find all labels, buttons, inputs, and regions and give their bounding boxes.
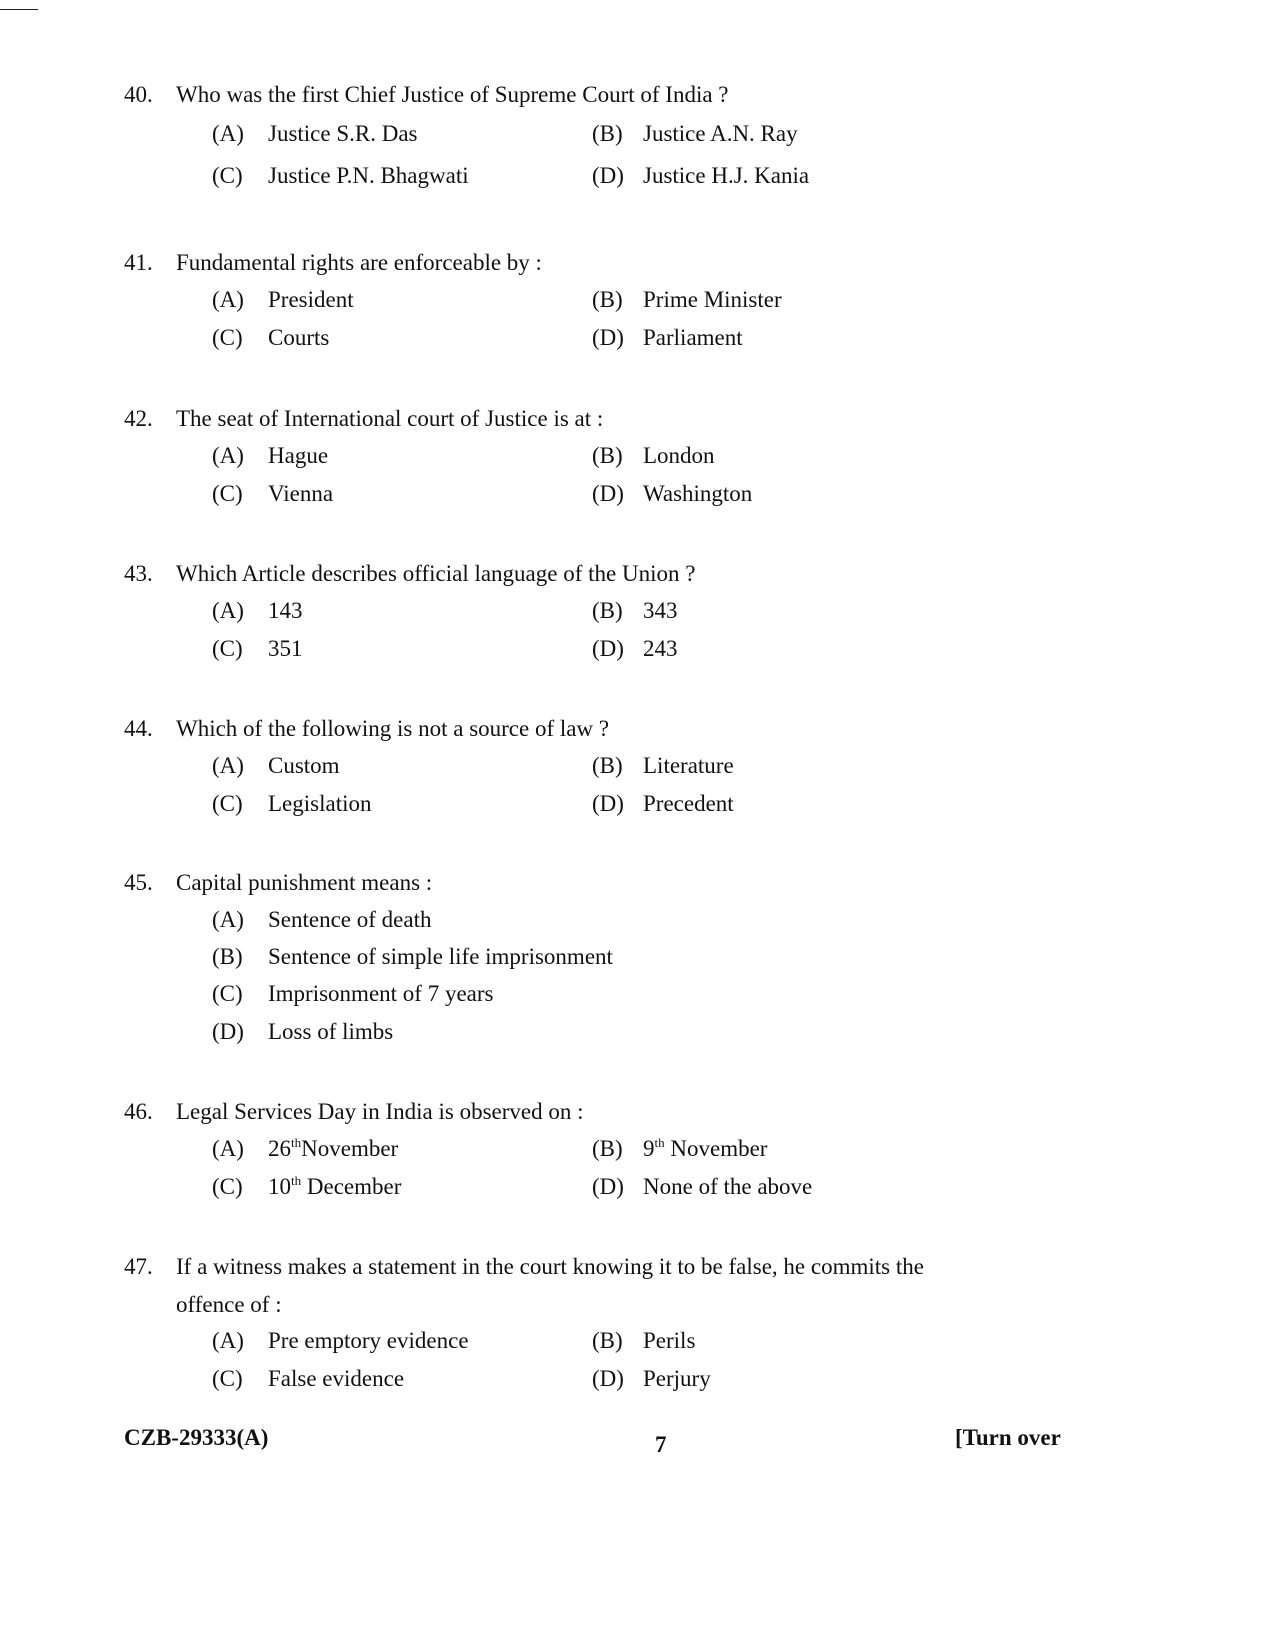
question-text-continued: offence of : <box>176 1292 282 1317</box>
question-text: Fundamental rights are enforceable by : <box>176 250 542 275</box>
question-number: 40. <box>124 82 153 107</box>
question-44: 44. Which of the following is not a source of law ? (A) Custom (B) Literature (C) Legislation (D) Precedent <box>124 716 734 816</box>
paper-code: CZB-29333(A) <box>124 1425 269 1450</box>
question-text: Capital punishment means : <box>176 870 433 895</box>
question-text: Who was the first Chief Justice of Supreme Court of India ? <box>176 82 729 107</box>
turn-over-note: [Turn over <box>955 1425 1061 1450</box>
question-text: If a witness makes a statement in the court knowing it to be false, he commits the <box>176 1254 924 1279</box>
question-number: 41. <box>124 250 153 275</box>
question-number: 45. <box>124 870 153 895</box>
question-46: 46. Legal Services Day in India is observed on : (A) 26thNovember (B) 9th November (C) 10th December (D) None of the above <box>124 1099 813 1199</box>
question-number: 47. <box>124 1254 153 1279</box>
question-number: 44. <box>124 716 153 741</box>
question-42: 42. The seat of International court of Justice is at : (A) Hague (B) London (C) Vienna (D) Washington <box>124 406 753 506</box>
question-41: 41. Fundamental rights are enforceable by : (A) President (B) Prime Minister (C) Courts (D) Parliament <box>124 250 782 350</box>
corner-mark <box>0 9 38 10</box>
question-number: 42. <box>124 406 153 431</box>
question-text: The seat of International court of Justice is at : <box>176 406 604 431</box>
question-text: Which of the following is not a source of law ? <box>176 716 610 741</box>
question-text: Which Article describes official language of the Union ? <box>176 561 696 586</box>
question-text: Legal Services Day in India is observed on : <box>176 1099 584 1124</box>
question-40: 40. Who was the first Chief Justice of Supreme Court of India ? (A) Justice S.R. Das (B) Justice A.N. Ray (C) Justice P.N. Bhagwati (D) Justice H.J. Kania <box>124 82 810 188</box>
question-number: 46. <box>124 1099 153 1124</box>
question-45: 45. Capital punishment means : (A) Sentence of death (B) Sentence of simple life imprisonment (C) Imprisonment of 7 years (D) Loss of limbs <box>124 870 613 1044</box>
question-43: 43. Which Article describes official language of the Union ? (A) 143 (B) 343 (C) 351 (D) 243 <box>124 561 696 661</box>
question-number: 43. <box>124 561 153 586</box>
page-number: 7 <box>655 1432 667 1457</box>
question-47: 47. If a witness makes a statement in the court knowing it to be false, he commits the offence of : (A) Pre emptory evidence (B) Perils (C) False evidence (D) Perjury <box>124 1254 924 1391</box>
